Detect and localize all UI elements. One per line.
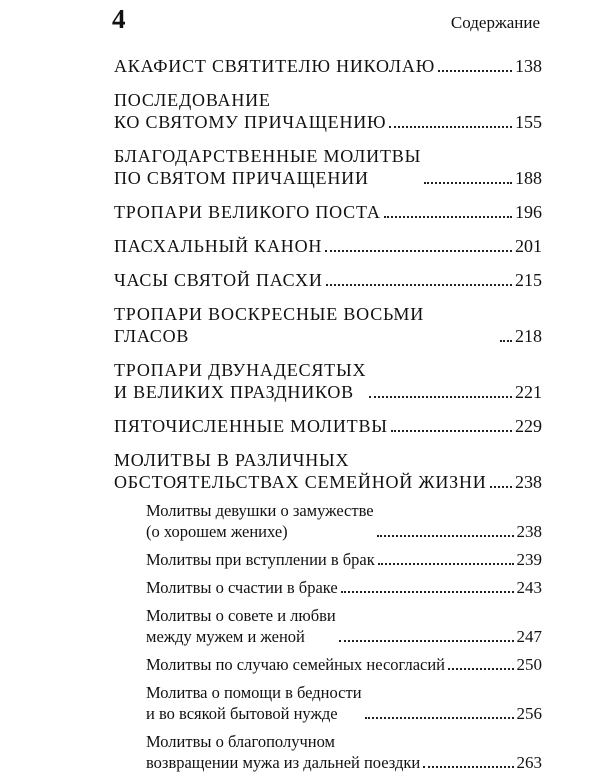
toc-entry-title: МОЛИТВЫ В РАЗЛИЧНЫХ ОБСТОЯТЕЛЬСТВАХ СЕМЕЙНОЙ ЖИЗНИ: [114, 450, 487, 492]
toc-entry-title: АКАФИСТ СВЯТИТЕЛЮ НИКОЛАЮ: [114, 56, 436, 76]
toc-subentry[interactable]: [114, 654, 542, 675]
dot-leader: [378, 563, 514, 565]
toc-page-ref: 247: [516, 627, 542, 646]
toc-page-ref: 138: [515, 56, 542, 76]
toc-entry[interactable]: [114, 145, 542, 189]
toc-entry-title: БЛАГОДАРСТВЕННЫЕ МОЛИТВЫ ПО СВЯТОМ ПРИЧАЩЕНИИ: [114, 146, 422, 188]
toc-entry-title: ПАСХАЛЬНЫЙ КАНОН: [114, 236, 323, 256]
toc-entry[interactable]: [114, 359, 542, 403]
dot-leader: [384, 216, 512, 218]
dot-leader: [326, 284, 512, 286]
toc-page-ref: 243: [516, 578, 542, 597]
dot-leader: [389, 126, 512, 128]
toc-subentry[interactable]: [114, 731, 542, 773]
dot-leader: [500, 340, 512, 342]
toc-entry-title: ТРОПАРИ ДВУНАДЕСЯТЫХ И ВЕЛИКИХ ПРАЗДНИКОВ: [114, 360, 367, 402]
dot-leader: [424, 182, 512, 184]
toc-page-ref: 229: [515, 416, 542, 436]
dot-leader: [438, 70, 512, 72]
toc-entry[interactable]: [114, 55, 542, 77]
running-head: Содержание: [450, 13, 540, 32]
dot-leader: [365, 717, 514, 719]
dot-leader: [341, 591, 514, 593]
toc-entry-title: ТРОПАРИ ВОСКРЕСНЫЕ ВОСЬМИ ГЛАСОВ: [114, 304, 425, 346]
dot-leader: [391, 430, 512, 432]
toc-page-ref: 155: [515, 112, 542, 132]
toc-page-ref: 238: [515, 472, 542, 492]
page-number: 4: [112, 4, 126, 34]
toc-subentry[interactable]: [114, 549, 542, 570]
toc-page-ref: 250: [516, 655, 542, 674]
dot-leader: [490, 486, 512, 488]
dot-leader: [369, 396, 512, 398]
toc-entry-title: ПОСЛЕДОВАНИЕ КО СВЯТОМУ ПРИЧАЩЕНИЮ: [114, 90, 387, 132]
toc-entry[interactable]: [114, 303, 542, 347]
toc-page-ref: 201: [515, 236, 542, 256]
table-of-contents: [114, 55, 542, 780]
toc-subentry[interactable]: [114, 682, 542, 724]
toc-entry-title: Молитва о помощи в бедности и во всякой бытовой нужде: [146, 683, 362, 723]
toc-entry[interactable]: [114, 415, 542, 437]
toc-page-ref: 238: [516, 522, 542, 541]
toc-entry[interactable]: [114, 235, 542, 257]
toc-entry-title: Молитвы о благополучном возвращении мужа из дальней поездки: [146, 732, 421, 772]
toc-page-ref: 188: [515, 168, 542, 188]
toc-entry-title: ЧАСЫ СВЯТОЙ ПАСХИ: [114, 270, 323, 290]
toc-entry[interactable]: [114, 89, 542, 133]
toc-page-ref: 215: [515, 270, 542, 290]
toc-page-ref: 256: [516, 704, 542, 723]
toc-entry-title: Молитвы девушки о замужестве (о хорошем женихе): [146, 501, 374, 541]
toc-entry-title: Молитвы при вступлении в брак: [146, 550, 375, 569]
toc-subentry[interactable]: [114, 605, 542, 647]
toc-entry-title: ПЯТОЧИСЛЕННЫЕ МОЛИТВЫ: [114, 416, 388, 436]
dot-leader: [325, 250, 512, 252]
dot-leader: [377, 535, 514, 537]
toc-entry-title: Молитвы по случаю семейных несогласий: [146, 655, 445, 674]
toc-entry[interactable]: [114, 269, 542, 291]
toc-entry[interactable]: [114, 201, 542, 223]
toc-page-ref: 218: [515, 326, 542, 346]
toc-entry-title: ТРОПАРИ ВЕЛИКОГО ПОСТА: [114, 202, 381, 222]
toc-entry-title: Молитвы о счастии в браке: [146, 578, 338, 597]
toc-subentry[interactable]: [114, 577, 542, 598]
toc-page-ref: 221: [515, 382, 542, 402]
toc-page-ref: 239: [516, 550, 542, 569]
toc-entry[interactable]: [114, 449, 542, 493]
dot-leader: [339, 640, 514, 642]
dot-leader: [448, 668, 514, 670]
toc-subentry[interactable]: [114, 500, 542, 542]
toc-entry-title: Молитвы о совете и любви между мужем и женой: [146, 606, 336, 646]
toc-page-ref: 263: [516, 753, 542, 772]
toc-page-ref: 196: [515, 202, 542, 222]
dot-leader: [423, 766, 513, 768]
